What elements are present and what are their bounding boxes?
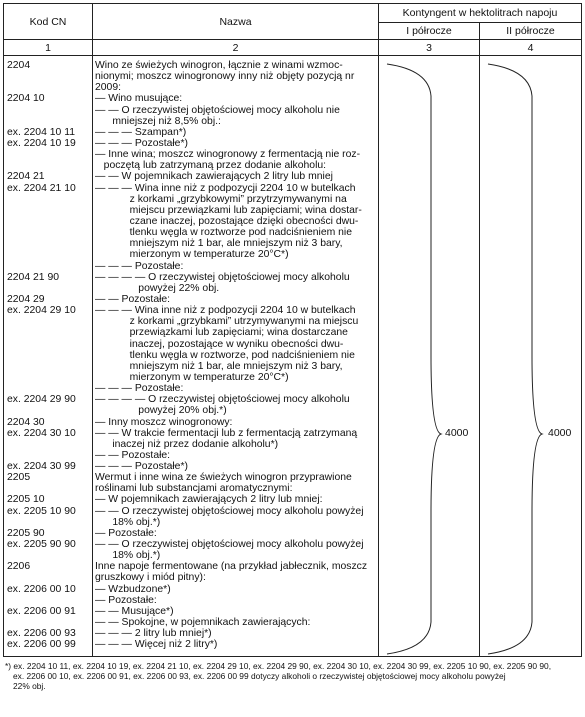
brace-half1 xyxy=(379,56,479,656)
name-cell: — — O rzeczywistej objętościowej mocy alkoholu powyżej xyxy=(95,539,364,551)
code-cell: ex. 2204 10 19 xyxy=(7,137,76,149)
name-cell: — Inny moszcz winogronowy: xyxy=(95,416,233,428)
name-cell: mierzonym w temperaturze 20°C*) xyxy=(95,371,289,383)
code-cell: 2204 30 xyxy=(7,416,45,428)
footnote-line: ex. 2206 00 10, ex. 2206 00 91, ex. 2206 00 93, ex. 2206 00 99 dotyczy alkoholi o rzeczywistej objętościowej mocy alkoholu powyżej xyxy=(13,671,506,681)
code-cell: ex. 2205 90 90 xyxy=(7,539,76,551)
header-half2: II półrocze xyxy=(480,23,582,40)
name-cell: mniejszej niż 8,5% obj.: xyxy=(95,115,221,127)
header-half1: I półrocze xyxy=(379,23,480,40)
name-cell: 2009: xyxy=(95,82,122,94)
name-cell: — — — Szampan*) xyxy=(95,126,187,138)
code-cell xyxy=(4,327,92,338)
name-cell: miejscu przewiązkami lub zapięciami; wina dostar- xyxy=(95,204,362,216)
code-cell: 2204 29 xyxy=(7,293,45,305)
name-cell: — Inne wina; moszcz winogronowy z fermentacją nie roz- xyxy=(95,149,361,161)
code-cell xyxy=(4,283,92,294)
code-cell xyxy=(4,227,92,238)
code-cell: ex. 2204 21 10 xyxy=(7,182,76,194)
code-cell xyxy=(4,439,92,450)
code-cell xyxy=(4,205,92,216)
code-cell xyxy=(4,483,92,494)
quota-half2-cell xyxy=(480,56,582,657)
name-cell: — Wino musujące: xyxy=(95,93,183,105)
name-cell: czane inaczej, pozostające dzięki obecności dwu- xyxy=(95,215,359,227)
name-cell: z korkami „grzybkowymi” przytrzymywanymi na xyxy=(95,193,347,205)
code-cell: ex. 2206 00 10 xyxy=(7,583,76,595)
quota-half1-value: 4000 xyxy=(445,427,469,439)
name-cell: — Pozostałe: xyxy=(95,527,157,539)
code-cell: ex. 2204 30 10 xyxy=(7,427,76,439)
code-cell xyxy=(4,595,92,606)
code-cell xyxy=(4,361,92,372)
name-cell: — — O rzeczywistej objętościowej mocy alkoholu powyżej xyxy=(95,505,364,517)
name-cell: — — Pozostałe: xyxy=(95,293,171,305)
quota-table xyxy=(3,3,582,657)
name-cell: — — Pozostałe: xyxy=(95,449,171,461)
name-cell: inaczej, pozostające w wyniku obecności dwu- xyxy=(95,338,344,350)
name-cell: mniejszym niż 1 bar, ale mniejszym niż 3 bary, xyxy=(95,360,343,372)
code-cell xyxy=(4,550,92,561)
code-cell xyxy=(4,216,92,227)
name-cell: poczętą lub zatrzymaną przez dodanie alkoholu: xyxy=(95,160,327,172)
quota-half1-cell xyxy=(379,56,480,657)
name-cell: Inne napoje fermentowane (na przykład jabłecznik, moszcz xyxy=(95,561,368,573)
code-cell: 2206 xyxy=(7,561,31,573)
code-cell xyxy=(4,372,92,383)
col-number-2: 2 xyxy=(93,40,379,56)
name-cell: gruszkowy i miód pitny): xyxy=(95,572,206,584)
code-column xyxy=(4,56,93,657)
document-page xyxy=(3,3,581,691)
name-cell: — — — Wina inne niż z podpozycji 2204 10 w butelkach xyxy=(95,305,356,317)
code-cell xyxy=(4,71,92,82)
code-cell xyxy=(4,160,92,171)
name-cell: — — — — O rzeczywistej objętościowej mocy alkoholu xyxy=(95,394,350,406)
footnote-line: 22% obj. xyxy=(13,681,46,691)
name-column xyxy=(93,56,379,657)
name-cell: — — — Pozostałe*) xyxy=(95,137,188,149)
col-number-1: 1 xyxy=(4,40,93,56)
name-cell: — — — Pozostałe*) xyxy=(95,461,188,473)
footnote-line: *) ex. 2204 10 11, ex. 2204 10 19, ex. 2204 21 10, ex. 2204 29 10, ex. 2204 29 90, ex. 2204 30 10, ex. 2204 30 99, ex. 2205 10 90, ex. 2205 90 90, xyxy=(5,661,552,671)
code-cell xyxy=(4,517,92,528)
code-cell xyxy=(4,105,92,116)
name-cell: z korkami „grzybkami” utrzymywanymi na miejscu xyxy=(95,316,359,328)
code-cell xyxy=(4,82,92,93)
name-cell: — — — Pozostałe: xyxy=(95,260,184,272)
code-cell xyxy=(4,194,92,205)
name-cell: — W pojemnikach zawierających 2 litry lub mniej: xyxy=(95,494,323,506)
name-cell: — — — — O rzeczywistej objętościowej mocy alkoholu xyxy=(95,271,350,283)
name-cell: — Pozostałe: xyxy=(95,594,157,606)
col-number-3: 3 xyxy=(379,40,480,56)
code-cell: ex. 2204 10 11 xyxy=(7,126,75,138)
code-cell xyxy=(4,450,92,461)
code-cell: 2205 90 xyxy=(7,527,45,539)
name-cell: — — Musujące*) xyxy=(95,605,174,617)
code-cell: 2204 21 90 xyxy=(7,271,60,283)
name-cell: tlenku węgla w roztworze pod nadciśnieniem nie xyxy=(95,227,353,239)
col-number-4: 4 xyxy=(480,40,582,56)
code-cell xyxy=(4,316,92,327)
name-cell: inaczej niż przez dodanie alkoholu*) xyxy=(95,438,279,450)
name-cell: powyżej 20% obj.*) xyxy=(95,405,227,417)
code-cell: 2204 10 xyxy=(7,93,45,105)
code-cell: 2204 xyxy=(7,60,31,71)
name-cell: — — W pojemnikach zawierających 2 litry lub mniej xyxy=(95,171,333,183)
brace-half2 xyxy=(480,56,580,656)
name-cell: mierzonym w temperaturze 20°C*) xyxy=(95,249,289,261)
name-cell: — — O rzeczywistej objętościowej mocy alkoholu nie xyxy=(95,104,340,116)
code-cell: ex. 2206 00 99 xyxy=(7,639,76,651)
code-cell xyxy=(4,116,92,127)
name-cell: roślinami lub substancjami aromatycznymi: xyxy=(95,483,293,495)
code-cell xyxy=(4,405,92,416)
code-cell xyxy=(4,572,92,583)
name-cell: 18% obj.*) xyxy=(95,550,161,562)
footnote xyxy=(3,661,581,691)
name-cell: — — — Wina inne niż z podpozycji 2204 10 w butelkach xyxy=(95,182,356,194)
code-cell xyxy=(4,149,92,160)
code-cell xyxy=(4,238,92,249)
name-cell: powyżej 22% obj. xyxy=(95,282,220,294)
name-cell: — — — Więcej niż 2 litry*) xyxy=(95,639,218,651)
code-cell: ex. 2204 29 90 xyxy=(7,394,76,406)
name-cell: — Wzbudzone*) xyxy=(95,583,171,595)
code-cell: ex. 2205 10 90 xyxy=(7,505,76,517)
code-cell: 2205 xyxy=(7,472,31,484)
header-name: Nazwa xyxy=(93,4,379,40)
code-cell: ex. 2206 00 93 xyxy=(7,628,76,640)
header-quota: Kontyngent w hektolitrach napoju xyxy=(379,4,582,23)
name-cell: Wermut i inne wina ze świeżych winogron przyprawione xyxy=(95,472,352,484)
code-cell xyxy=(4,339,92,350)
header-code: Kod CN xyxy=(4,4,93,40)
quota-half2-value: 4000 xyxy=(548,427,572,439)
name-cell: przewiązkami lub zapięciami; wina dostarczane xyxy=(95,327,348,339)
name-cell: — — — Pozostałe: xyxy=(95,383,184,395)
code-cell xyxy=(4,350,92,361)
code-cell: 2205 10 xyxy=(7,494,45,506)
name-cell: mniejszym niż 1 bar, ale mniejszym niż 3 bary, xyxy=(95,238,343,250)
code-cell: ex. 2204 29 10 xyxy=(7,305,76,317)
code-cell: ex. 2206 00 91 xyxy=(7,605,76,617)
name-cell: 18% obj.*) xyxy=(95,516,161,528)
code-cell xyxy=(4,617,92,628)
code-cell xyxy=(4,249,92,260)
name-cell: Wino ze świeżych winogron, łącznie z winami wzmoc- xyxy=(95,60,343,71)
name-cell: — — W trakcie fermentacji lub z fermentacją zatrzymaną xyxy=(95,427,358,439)
name-cell: — — Spokojne, w pojemnikach zawierających: xyxy=(95,617,311,629)
code-cell: ex. 2204 30 99 xyxy=(7,461,76,473)
name-cell: — — — 2 litry lub mniej*) xyxy=(95,628,212,640)
code-cell: 2204 21 xyxy=(7,171,45,183)
name-cell: tlenku węgla w roztworze, pod nadciśnieniem nie xyxy=(95,349,355,361)
code-cell xyxy=(4,383,92,394)
code-cell xyxy=(4,261,92,272)
name-cell: nionymi; moszcz winogronowy inny niż objęty pozycją nr xyxy=(95,71,355,83)
